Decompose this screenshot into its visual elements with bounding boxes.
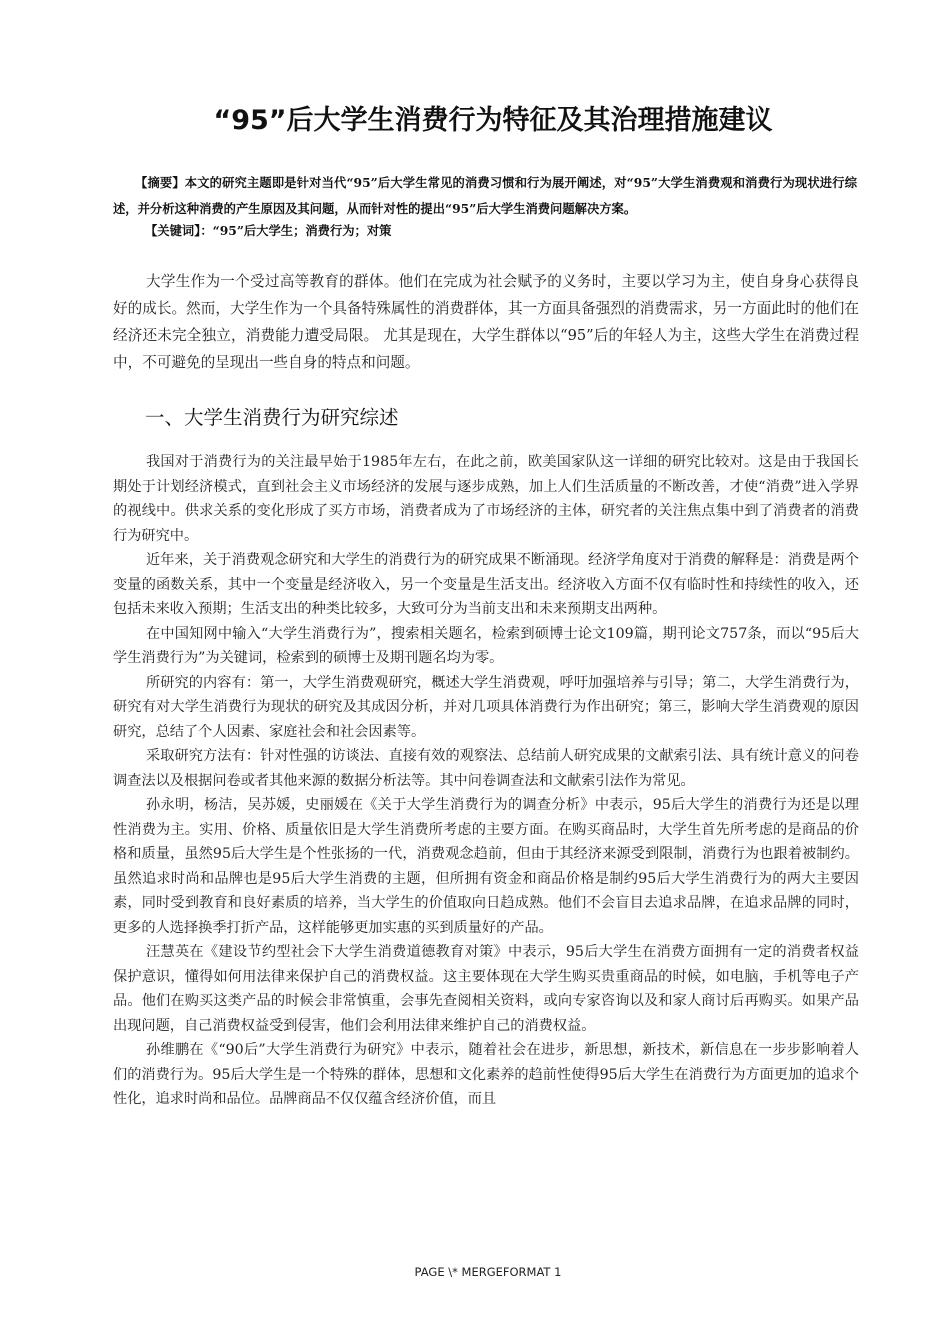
- page-footer: PAGE \* MERGEFORMAT 1: [414, 1265, 562, 1279]
- body-paragraph: 孙永明，杨洁，吴苏媛，史丽媛在《关于大学生消费行为的调查分析》中表示，95后大学生的消费行为还是以理性消费为主。实用、价格、质量依旧是大学生消费所考虑的主要方面。在购买商品时，大学生首先所考虑的是商品的价格和质量，虽然95后大学生是个性张扬的一代，消费观念趋前，但由于其经济来源受到限制，消费行为也跟着被制约。虽然追求时尚和品牌也是95后大学生消费的主题，但所拥有资金和商品价格是制约95后大学生消费行为的两大主要因素，同时受到教育和良好素质的培养，当大学生的价值取向日趋成熟。他们不会盲目去追求品牌，在追求品牌的同时，更多的人选择换季打折产品，这样能够更加实惠的买到质量好的产品。: [113, 797, 859, 936]
- intro-paragraph: 大学生作为一个受过高等教育的群体。他们在完成为社会赋予的义务时，主要以学习为主，使自身身心获得良好的成长。然而，大学生作为一个具备特殊属性的消费群体，其一方面具备强烈的消费需求，另一方面此时的他们在经济还未完全独立，消费能力遭受局限。 尤其是现在，大学生群体以“95”后的年轻人为主，这些大学生在消费过程中，不可避免的呈现出一些自身的特点和问题。: [113, 273, 859, 371]
- keywords-line: 【关键词】：“95”后大学生；消费行为；对策: [145, 223, 392, 238]
- body-paragraph: 在中国知网中输入“大学生消费行为”，搜索相关题名，检索到硕博士论文109篇，期刊论文757条，而以“95后大学生消费行为”为关键词，检索到的硕博士及期刊题名均为零。: [113, 625, 859, 666]
- body-paragraph: 采取研究方法有：针对性强的访谈法、直接有效的观察法、总结前人研究成果的文献索引法、具有统计意义的问卷调查法以及根据问卷或者其他来源的数据分析法等。其中问卷调查法和文献索引法作为常见。: [113, 748, 859, 789]
- section-body: [113, 450, 859, 1112]
- body-paragraph: 汪慧英在《建设节约型社会下大学生消费道德教育对策》中表示，95后大学生在消费方面拥有一定的消费者权益保护意识，懂得如何用法律来保护自己的消费权益。这主要体现在大学生购买贵重商品的时候，如电脑，手机等电子产品。他们在购买这类产品的时候会非常慎重，会事先查阅相关资料，或向专家咨询以及和家人商讨后再购买。如果产品出现问题，自己消费权益受到侵害，他们会利用法律来维护自己的消费权益。: [113, 944, 859, 1034]
- body-paragraph: 近年来，关于消费观念研究和大学生的消费行为的研究成果不断涌现。经济学角度对于消费的解释是：消费是两个变量的函数关系，其中一个变量是经济收入，另一个变量是生活支出。经济收入方面不仅有临时性和持续性的收入，还包括未来收入预期；生活支出的种类比较多，大致可分为当前支出和未来预期支出两种。: [113, 552, 859, 617]
- body-paragraph: 所研究的内容有：第一，大学生消费观研究，概述大学生消费观，呼吁加强培养与引导；第二，大学生消费行为，研究有对大学生消费行为现状的研究及其成因分析，并对几项具体消费行为作出研究；第三，影响大学生消费观的原因研究，总结了个人因素、家庭社会和社会因素等。: [113, 674, 859, 740]
- document-title: “95”后大学生消费行为特征及其治理措施建议: [213, 105, 773, 136]
- abstract-paragraph: 【摘要】本文的研究主题即是针对当代“95”后大学生常见的消费习惯和行为展开阐述，对“95”大学生消费观和消费行为现状进行综述，并分析这种消费的产生原因及其问题，从而针对性的提出“95”后大学生消费问题解决方案。: [113, 175, 857, 216]
- section-heading: 一、大学生消费行为研究综述: [145, 406, 399, 429]
- body-paragraph: 我国对于消费行为的关注最早始于1985年左右，在此之前，欧美国家队这一详细的研究比较对。这是由于我国长期处于计划经济模式，直到社会主义市场经济的发展与逐步成熟，加上人们生活质量的不断改善，才使“消费”进入学界的视线中。供求关系的变化形成了买方市场，消费者成为了市场经济的主体，研究者的关注焦点集中到了消费者的消费行为研究中。: [113, 454, 859, 544]
- body-paragraph: 孙维鹏在《“90后”大学生消费行为研究》中表示，随着社会在进步，新思想，新技术，新信息在一步步影响着人们的消费行为。95后大学生是一个特殊的群体，思想和文化素养的趋前性使得95后大学生在消费行为方面更加的追求个性化，追求时尚和品位。品牌商品不仅仅蕴含经济价值，而且: [113, 1042, 859, 1107]
